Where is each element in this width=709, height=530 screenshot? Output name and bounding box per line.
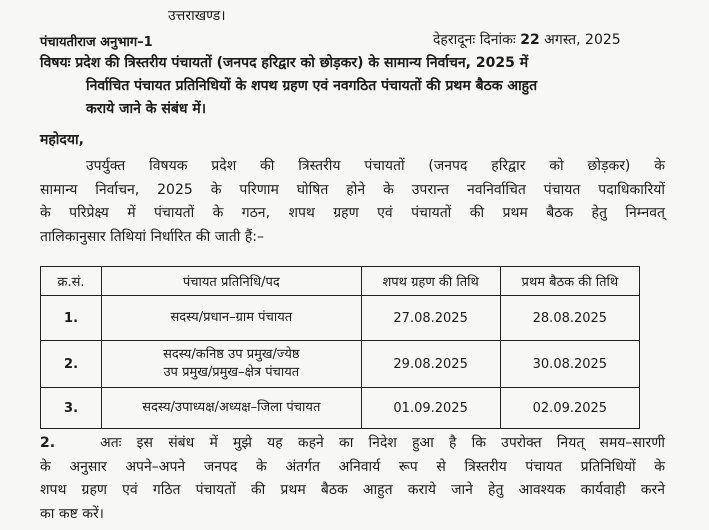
- section-name: पंचायतीराज अनुभाग–1: [40, 35, 153, 50]
- schedule-table: [40, 266, 640, 429]
- subject-line-1: विषयः प्रदेश की त्रिस्तरीय पंचायतों (जनपद हरिद्वार को छोड़कर) के सामान्य निर्वाचन, 2025 में: [40, 55, 529, 71]
- date-day: 22: [520, 32, 540, 48]
- paragraph-number: 2.: [40, 435, 56, 451]
- header-oath-date: शपथ ग्रहण की तिथि: [361, 267, 500, 296]
- paragraph-1-line-4: तालिकानुसार तिथियां निर्धारित की जाती हैं:–: [40, 228, 264, 245]
- row-oath-date: 27.08.2025: [361, 296, 500, 341]
- state-name: उत्तराखण्ड।: [168, 8, 226, 24]
- paragraph-1-line-1: उपर्युक्त विषयक प्रदेश की त्रिस्तरीय पंचायतों (जनपद हरिद्वार को छोड़कर) के: [86, 158, 665, 174]
- row-serial: 1.: [41, 296, 102, 341]
- salutation: महोदया,: [40, 132, 84, 148]
- header-serial: क्र.सं.: [41, 267, 102, 296]
- table-header-row: [41, 267, 640, 296]
- row-post-line-1: सदस्य/कनिष्ठ उप प्रमुख/ज्येष्ठ: [163, 347, 300, 362]
- paragraph-2-line-3: शपथ ग्रहण एवं गठित पंचायतों की प्रथम बैठक आहुत कराये जाने हेतु आवश्यक कार्यवाही करने: [40, 482, 665, 498]
- table-row: [41, 296, 640, 341]
- row-serial: 3.: [41, 388, 102, 429]
- row-meeting-date: 30.08.2025: [500, 341, 639, 388]
- row-post-line-2: उप प्रमुख/प्रमुख–क्षेत्र पंचायत: [163, 365, 300, 380]
- row-meeting-date: 28.08.2025: [500, 296, 639, 341]
- paragraph-2-line-1: [40, 432, 665, 456]
- date-prefix: देहरादूनः दिनांकः: [433, 32, 516, 48]
- paragraph-2-line-1-text: अतः इस संबंध में मुझे यह कहने का निदेश हुआ है कि उपरोक्त नियत् समय–सारणी: [100, 435, 665, 451]
- row-meeting-date: 02.09.2025: [500, 388, 639, 429]
- subject-line-3: कराये जाने के संबंध में।: [86, 101, 207, 117]
- paragraph-2-line-4: का कष्ट करें।: [40, 505, 104, 522]
- table-row: [41, 341, 640, 388]
- paragraph-2-line-2: के अनुसार अपने–अपने जनपद के अंतर्गत अनिवार्य रूप से त्रिस्तरीय पंचायत प्रतिनिधियों के: [40, 458, 665, 475]
- paragraph-1-line-2: सामान्य निर्वाचन, 2025 के परिणाम घोषित होने के उपरान्त नवनिर्वाचित पंचायत पदाधिकारियों: [40, 181, 665, 198]
- table-row: [41, 388, 640, 429]
- paragraph-1-line-3: के परिप्रेक्ष्य में पंचायतों के गठन, शपथ ग्रहण एवं पंचायतों की प्रथम बैठक हेतु निम्नवत्: [40, 205, 665, 221]
- row-serial: 2.: [41, 341, 102, 388]
- row-post-line-1: सदस्य/प्रधान–ग्राम पंचायत: [170, 310, 293, 325]
- subject-line-2: निर्वाचित पंचायत प्रतिनिधियों के शपथ ग्रहण एवं नवगठित पंचायतों की प्रथम बैठक आहुत: [86, 78, 538, 94]
- letter-date: [433, 30, 621, 49]
- paragraph-2: [40, 432, 665, 526]
- header-post: पंचायत प्रतिनिधि/पद: [102, 267, 361, 296]
- row-oath-date: 29.08.2025: [361, 341, 500, 388]
- date-month-year: अगस्त, 2025: [544, 32, 621, 48]
- row-post-line-1: सदस्य/उपाध्यक्ष/अध्यक्ष–जिला पंचायत: [142, 400, 321, 415]
- row-post: [102, 388, 361, 429]
- paragraph-1: [40, 155, 665, 249]
- row-oath-date: 01.09.2025: [361, 388, 500, 429]
- row-post: [102, 341, 361, 388]
- subject-block: [40, 52, 537, 121]
- header-meeting-date: प्रथम बैठक की तिथि: [500, 267, 639, 296]
- row-post: [102, 296, 361, 341]
